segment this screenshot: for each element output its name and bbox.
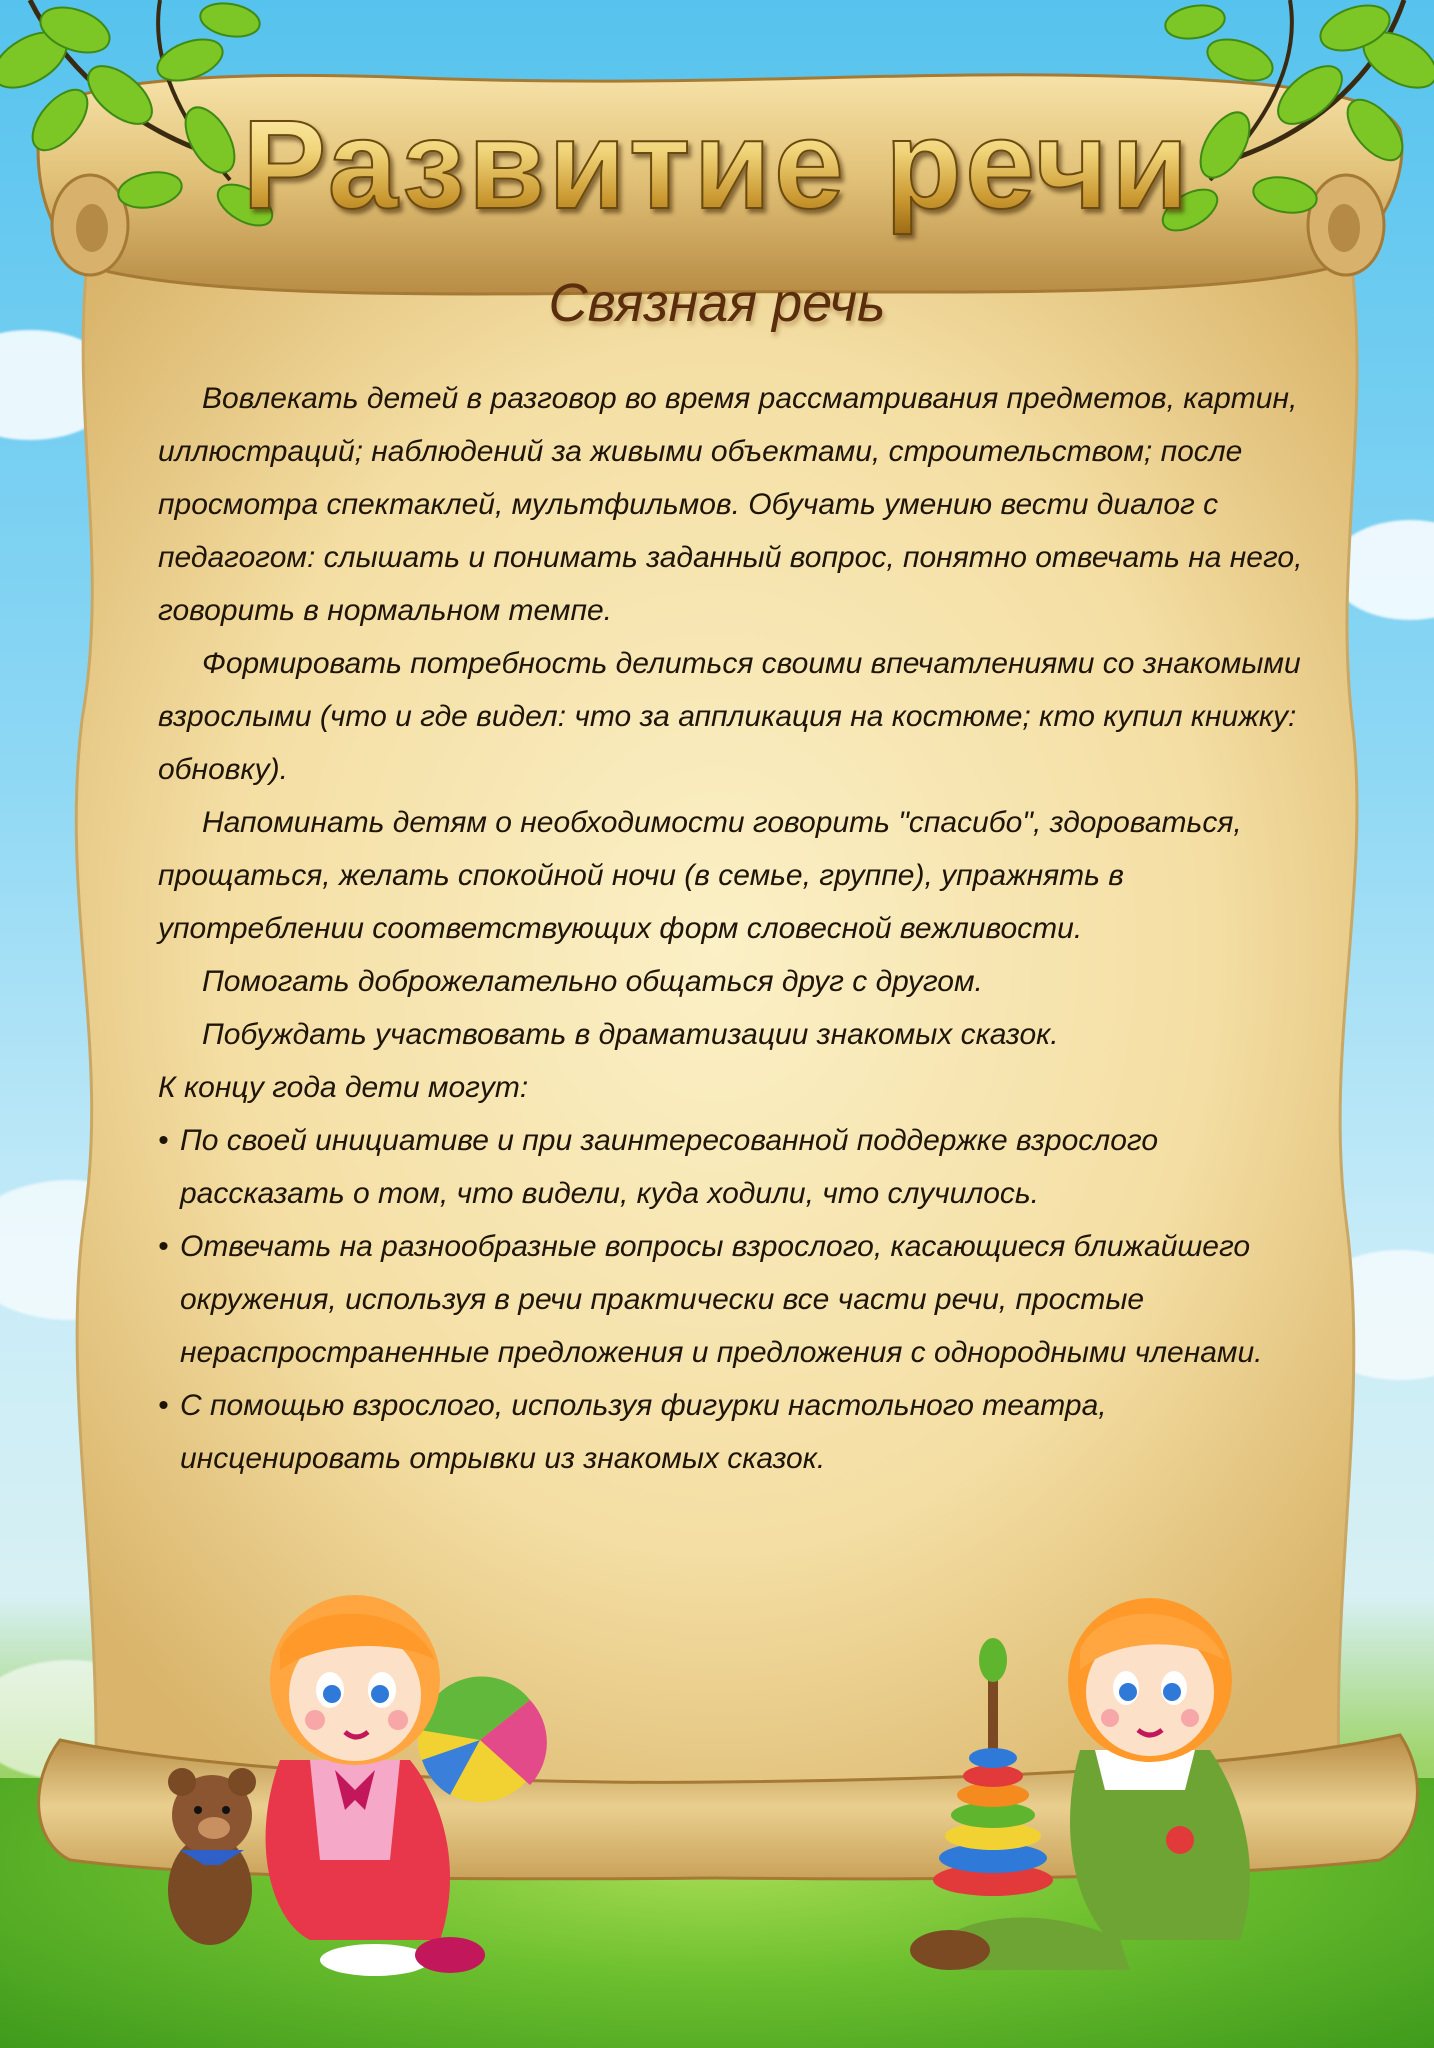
page-title: Развитие речи bbox=[242, 94, 1192, 235]
paragraph: Помогать доброжелательно общаться друг с другом. bbox=[202, 965, 983, 998]
bullet-icon: • bbox=[158, 1389, 169, 1422]
title-banner bbox=[0, 92, 1434, 237]
paragraph: Формировать потребность делиться своими впечатлениями со знакомыми взрослыми (что и где видел: что за аппликация на костюме; кто купил книжку: обновку). bbox=[158, 647, 1301, 786]
outcome-item bbox=[158, 1220, 1318, 1379]
teddy-bear-icon bbox=[168, 1768, 256, 1945]
outcome-item bbox=[158, 1114, 1318, 1220]
bullet-icon: • bbox=[158, 1124, 169, 1157]
outcome-item bbox=[158, 1379, 1318, 1485]
ring-pyramid-icon bbox=[933, 1638, 1053, 1896]
outcomes-heading: К концу года дети могут: bbox=[158, 1071, 529, 1104]
paragraph: Побуждать участвовать в драматизации знакомых сказок. bbox=[202, 1018, 1059, 1051]
body-text bbox=[158, 372, 1318, 1485]
bullet-icon: • bbox=[158, 1230, 169, 1263]
outcome-text: Отвечать на разнообразные вопросы взрослого, касающиеся ближайшего окружения, используя в речи практически все части речи, простые нераспространенные предложения и предложения с однородными членами. bbox=[180, 1230, 1263, 1369]
outcome-text: С помощью взрослого, используя фигурки настольного театра, инсценировать отрывки из знакомых сказок. bbox=[180, 1389, 1107, 1475]
girl-illustration bbox=[150, 1560, 570, 1980]
subtitle: Связная речь bbox=[548, 273, 886, 333]
paragraph: Вовлекать детей в разговор во время рассматривания предметов, картин, иллюстраций; наблюдений за живыми объектами, строительством; после просмотра спектаклей, мультфильмов. Обучать умению вести диалог с педагогом: слышать и понимать заданный вопрос, понятно отвечать на него, говорить в нормальном темпе. bbox=[158, 382, 1303, 627]
boy-illustration bbox=[880, 1580, 1300, 1980]
paragraph: Напоминать детям о необходимости говорить "спасибо", здороваться, прощаться, желать спокойной ночи (в семье, группе), упражнять в употреблении соответствующих форм словесной вежливости. bbox=[158, 806, 1242, 945]
outcome-text: По своей инициативе и при заинтересованной поддержке взрослого рассказать о том, что видели, куда ходили, что случилось. bbox=[180, 1124, 1159, 1210]
